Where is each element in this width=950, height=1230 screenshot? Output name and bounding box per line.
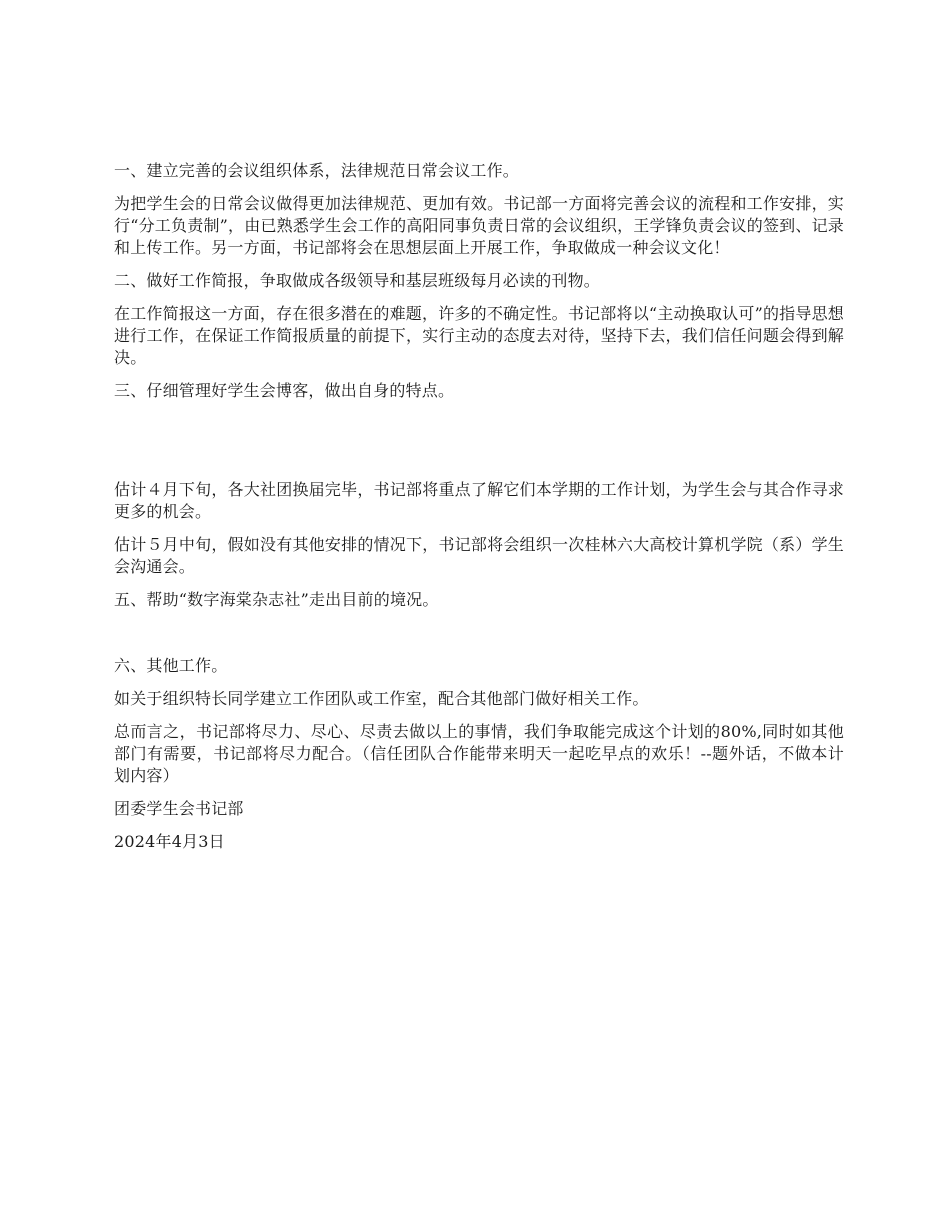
section-heading-5: 五、帮助“数字海棠杂志社”走出目前的境况。 [114, 590, 439, 609]
section-heading-3: 三、仔细管理好学生会博客，做出自身的特点。 [114, 381, 455, 400]
section-heading-1: 一、建立完善的会议组织体系，法律规范日常会议工作。 [114, 161, 520, 180]
section-paragraph-6: 如关于组织特长同学建立工作团队或工作室，配合其他部门做好相关工作。 [114, 689, 649, 708]
document-body [114, 160, 844, 853]
section-paragraph-1: 为把学生会的日常会议做得更加法律规范、更加有效。书记部一方面将完善会议的流程和工作安排，实行“分工负责制”，由已熟悉学生会工作的高阳同事负责日常的会议组织，王学锋负责会议的签到、记录和上传工作。另一方面，书记部将会在思想层面上开展工作，争取做成一种会议文化！ [114, 194, 844, 257]
section-heading-6: 六、其他工作。 [114, 656, 228, 675]
section-paragraph-2: 在工作简报这一方面，存在很多潜在的难题，许多的不确定性。书记部将以“主动换取认可”的指导思想进行工作，在保证工作简报质量的前提下，实行主动的态度去对待，坚持下去，我们信任问题会得到解决。 [114, 304, 844, 367]
section-paragraph-4a: 估计４月下旬，各大社团换届完毕，书记部将重点了解它们本学期的工作计划，为学生会与其合作寻求更多的机会。 [114, 480, 844, 521]
conclusion-paragraph: 总而言之，书记部将尽力、尽心、尽责去做以上的事情，我们争取能完成这个计划的80%,同时如其他部门有需要，书记部将尽力配合。（信任团队合作能带来明天一起吃早点的欢乐！--题外话，不做本计划内容） [114, 722, 844, 785]
section-paragraph-4b: 估计５月中旬，假如没有其他安排的情况下，书记部将会组织一次桂林六大高校计算机学院（系）学生会沟通会。 [114, 535, 844, 576]
signature: 团委学生会书记部 [114, 799, 244, 818]
section-heading-2: 二、做好工作简报，争取做成各级领导和基层班级每月必读的刊物。 [114, 271, 601, 290]
document-date: 2024年4月3日 [114, 832, 225, 851]
